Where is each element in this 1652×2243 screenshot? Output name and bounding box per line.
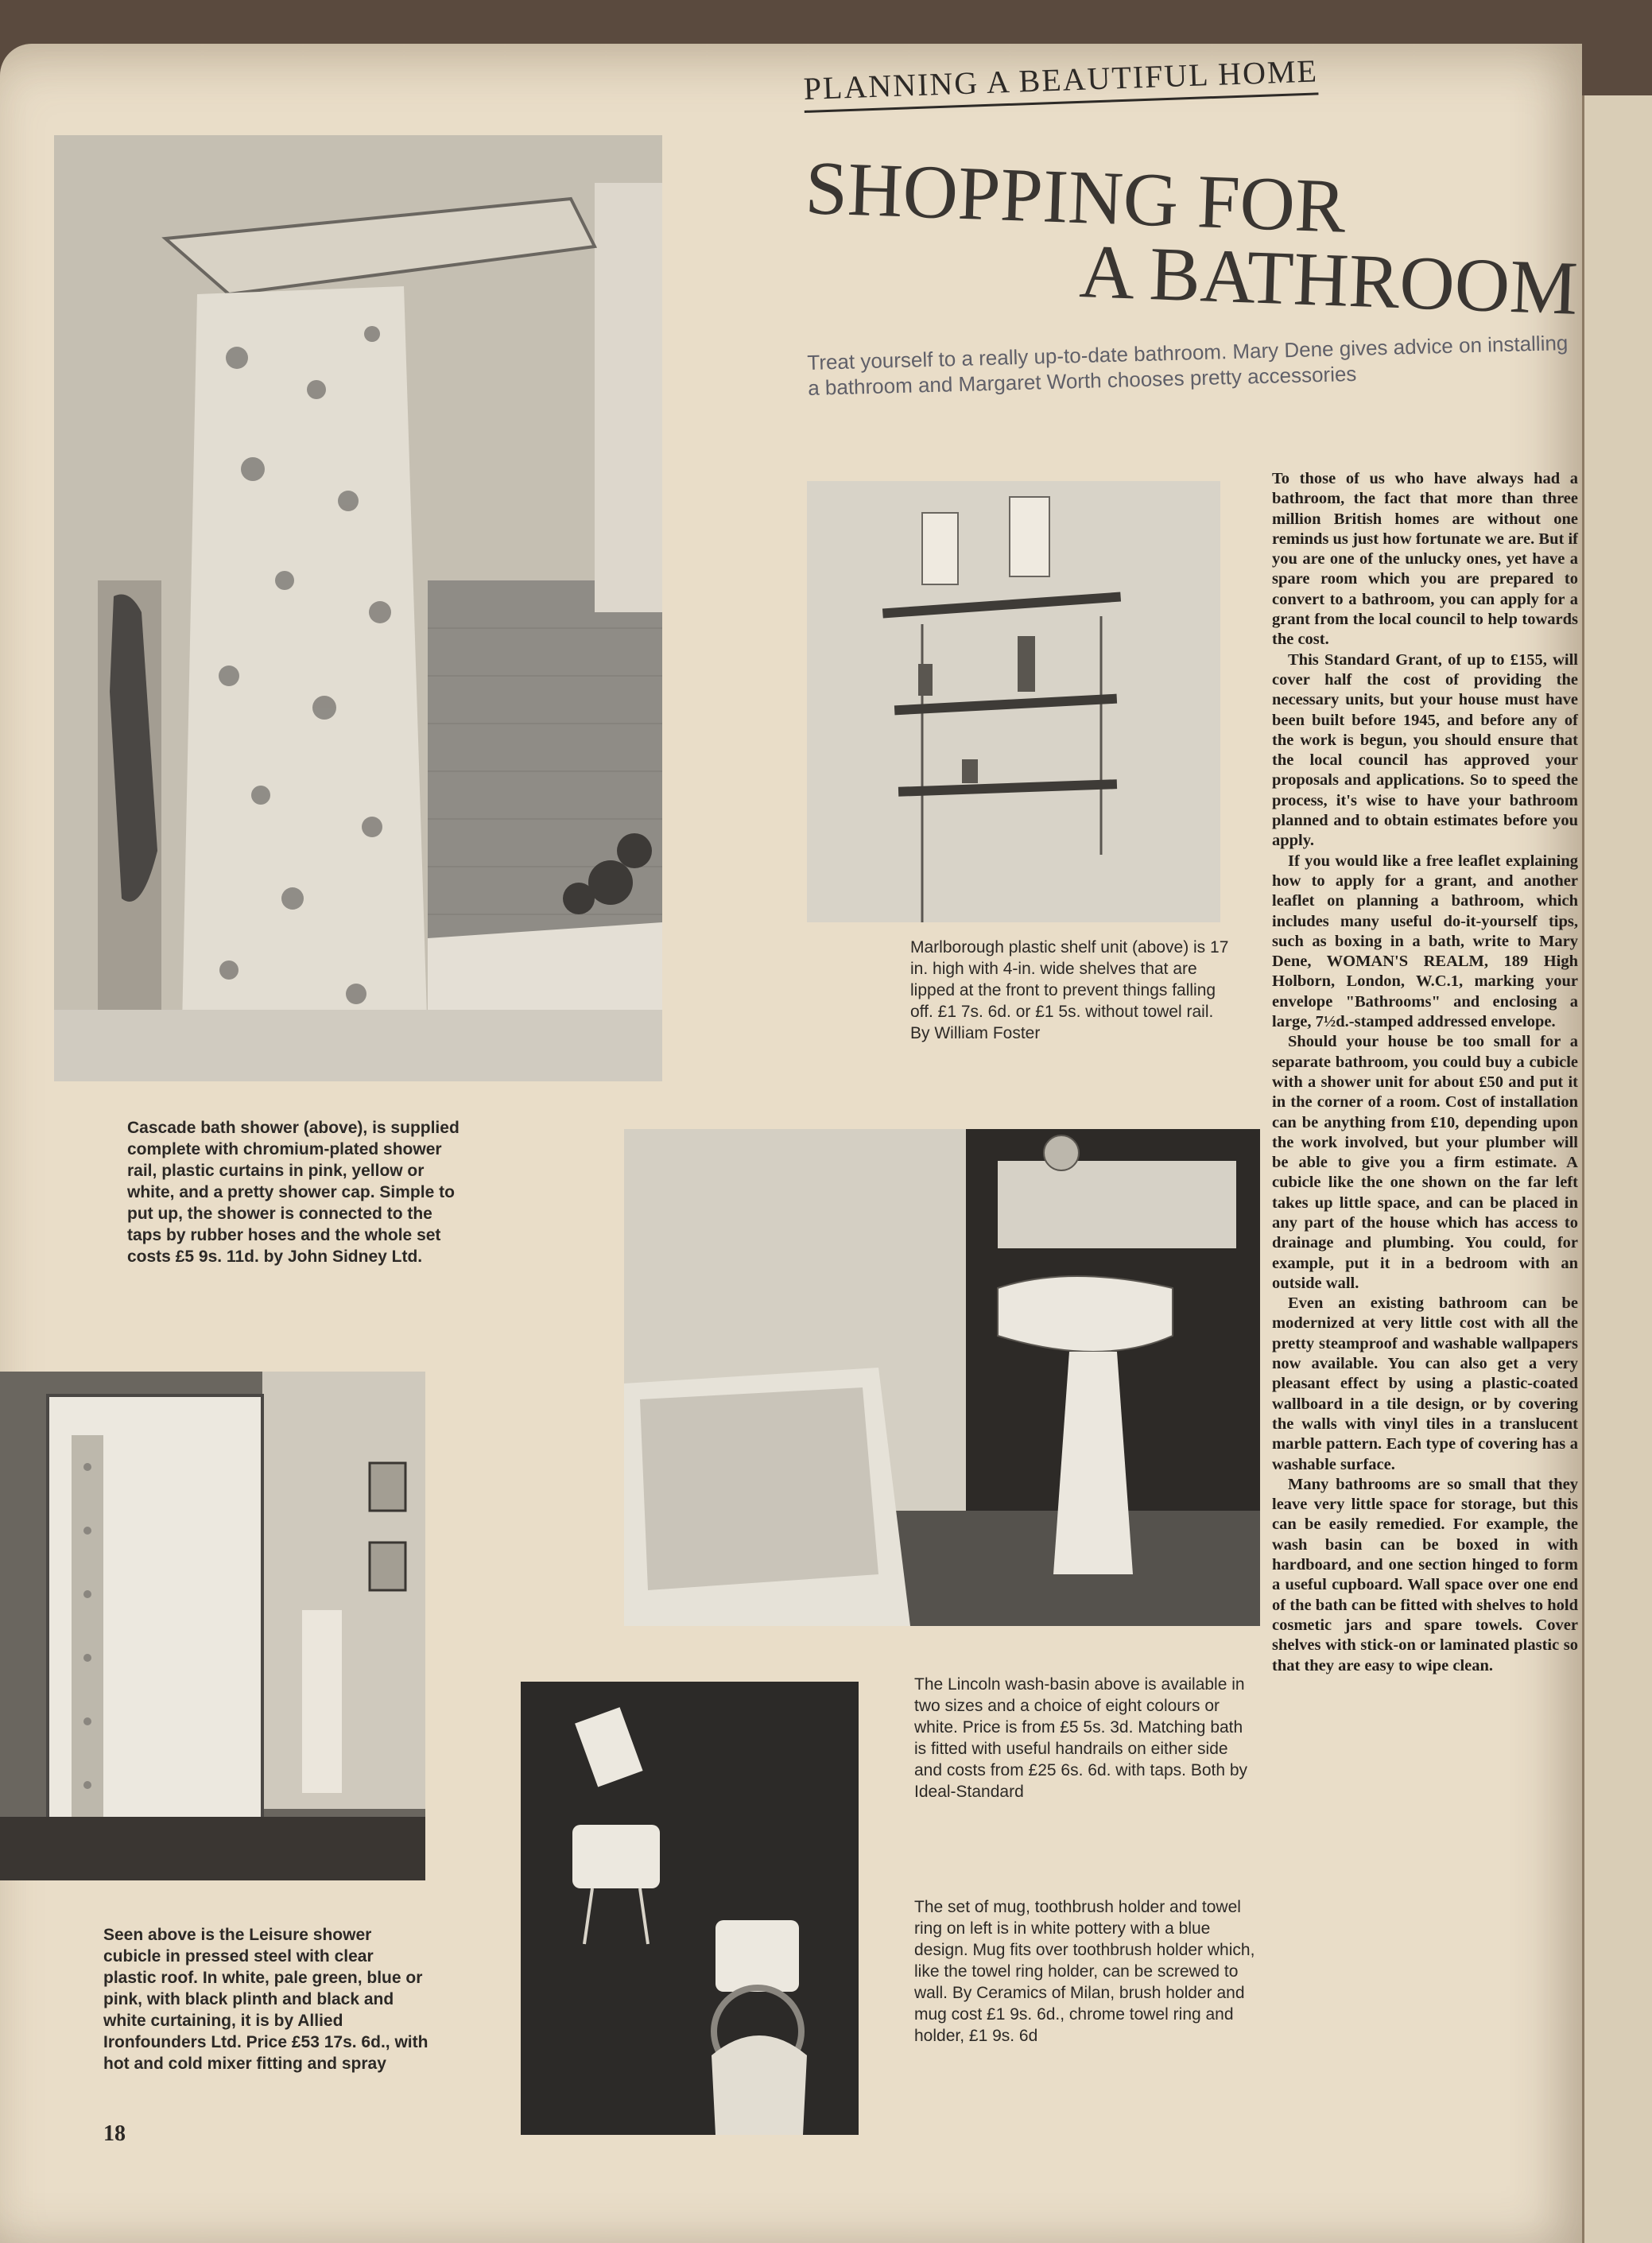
shower-photo xyxy=(54,135,662,1081)
page-number: 18 xyxy=(103,2121,126,2146)
standfirst: Treat yourself to a really up-to-date bathroom. Mary Dene gives advice on installing a bathroom and Margaret Worth chooses pretty accessories xyxy=(807,330,1569,400)
body-paragraph: Should your house be too small for a separate bathroom, you could buy a cubicle with a shower unit for about £50 and put it in the corner of a room. Cost of installation can be anything from £10, depending upon the work involved, but your plumber will be able to give you a firm estimate. A cubicle like the one shown on the far left takes up little space, and can be placed in any part of the house which has access to drainage and plumbing. You could, for example, put it in a bedroom with an outside wall. xyxy=(1272,1033,1578,1292)
body-paragraph: To those of us who have always had a bathroom, the fact that more than three million British homes are without one reminds us just how fortunate we are. But if you are one of the unlucky ones, yet have a spare room which you are prepared to convert to a bathroom, you can apply for a grant from the local council to help towards the cost. xyxy=(1272,470,1578,649)
shelf-caption: Marlborough plastic shelf unit (above) is 17 in. high with 4-in. wide shelves that are lipped at the front to prevent things falling off. £1 7s. 6d. or £1 5s. without towel rail. By William Foster xyxy=(910,938,1229,1042)
mug-set-photo xyxy=(521,1682,859,2135)
article-body xyxy=(1272,469,1578,1676)
cubicle-caption: Seen above is the Leisure shower cubicle in pressed steel with clear plastic roof. In white, pale green, blue or pink, with black plinth and black and white curtaining, it is by Allied Ironfounders Ltd. Price £53 17s. 6d., with hot and cold mixer fitting and spray xyxy=(103,1926,429,2073)
cubicle-photo xyxy=(0,1372,425,1880)
basin-caption: The Lincoln wash-basin above is available in two sizes and a choice of eight colours or white. Price is from £5 5s. 3d. Matching bath is fitted with useful handrails on either side and costs from £25 6s. 6d. with taps. Both by Ideal-Standard xyxy=(914,1675,1248,1801)
body-paragraph: If you would like a free leaflet explaining how to apply for a grant, and another leaflet on planning a bathroom, which includes many useful do-it-yourself tips, such as boxing in a bath, write to Mary Dene, WOMAN'S REALM, 189 High Holborn, London, W.C.1, marking your envelope "Bathrooms" and enclosing a large, 7½d.-stamped addressed envelope. xyxy=(1272,852,1578,1031)
mug-set-caption: The set of mug, toothbrush holder and towel ring on left is in white pottery with a blue design. Mug fits over toothbrush holder which, like the towel ring holder, can be screwed to wall. By Ceramics of Milan, brush holder and mug cost £1 9s. 6d., chrome towel ring and holder, £1 9s. 6d xyxy=(914,1898,1255,2045)
adjacent-page-edge xyxy=(1582,95,1652,2243)
body-paragraph: Even an existing bathroom can be modernized at very little cost with all the pretty steamproof and washable wallpapers now available. You can also get a very pleasant effect by using a plastic-coated wallboard in a tile design, or by covering the walls with vinyl tiles in a translucent marble pattern. Each type of covering has a washable surface. xyxy=(1272,1294,1578,1473)
page-title-line2: A BATHROOM xyxy=(1078,227,1580,331)
section-header: PLANNING A BEAUTIFUL HOME xyxy=(803,52,1319,113)
shower-caption: Cascade bath shower (above), is supplied complete with chromium-plated shower rail, plastic curtains in pink, yellow or white, and a pretty shower cap. Simple to put up, the shower is connected to the taps by rubber hoses and the whole set costs £5 9s. 11d. by John Sidney Ltd. xyxy=(127,1119,460,1266)
basin-bath-photo xyxy=(624,1129,1260,1626)
shelf-photo xyxy=(807,481,1220,922)
body-paragraph: Many bathrooms are so small that they leave very little space for storage, but this can be easily remedied. For example, the wash basin can be boxed in with hardboard, and one section hinged to form a useful cupboard. Wall space over one end of the bath can be fitted with shelves to hold cosmetic jars and spare towels. Cover shelves with stick-on or laminated plastic so that they are easy to wipe clean. xyxy=(1272,1475,1578,1674)
body-paragraph: This Standard Grant, of up to £155, will cover half the cost of providing the necessary units, but your house must have been built before 1945, and before any of the work is begun, you should ensure that the local council has approved your proposals and applications. So to speed the process, it's wise to have your bathroom planned and to obtain estimates before you apply. xyxy=(1272,650,1578,850)
page-title-line1: SHOPPING FOR xyxy=(804,144,1348,249)
